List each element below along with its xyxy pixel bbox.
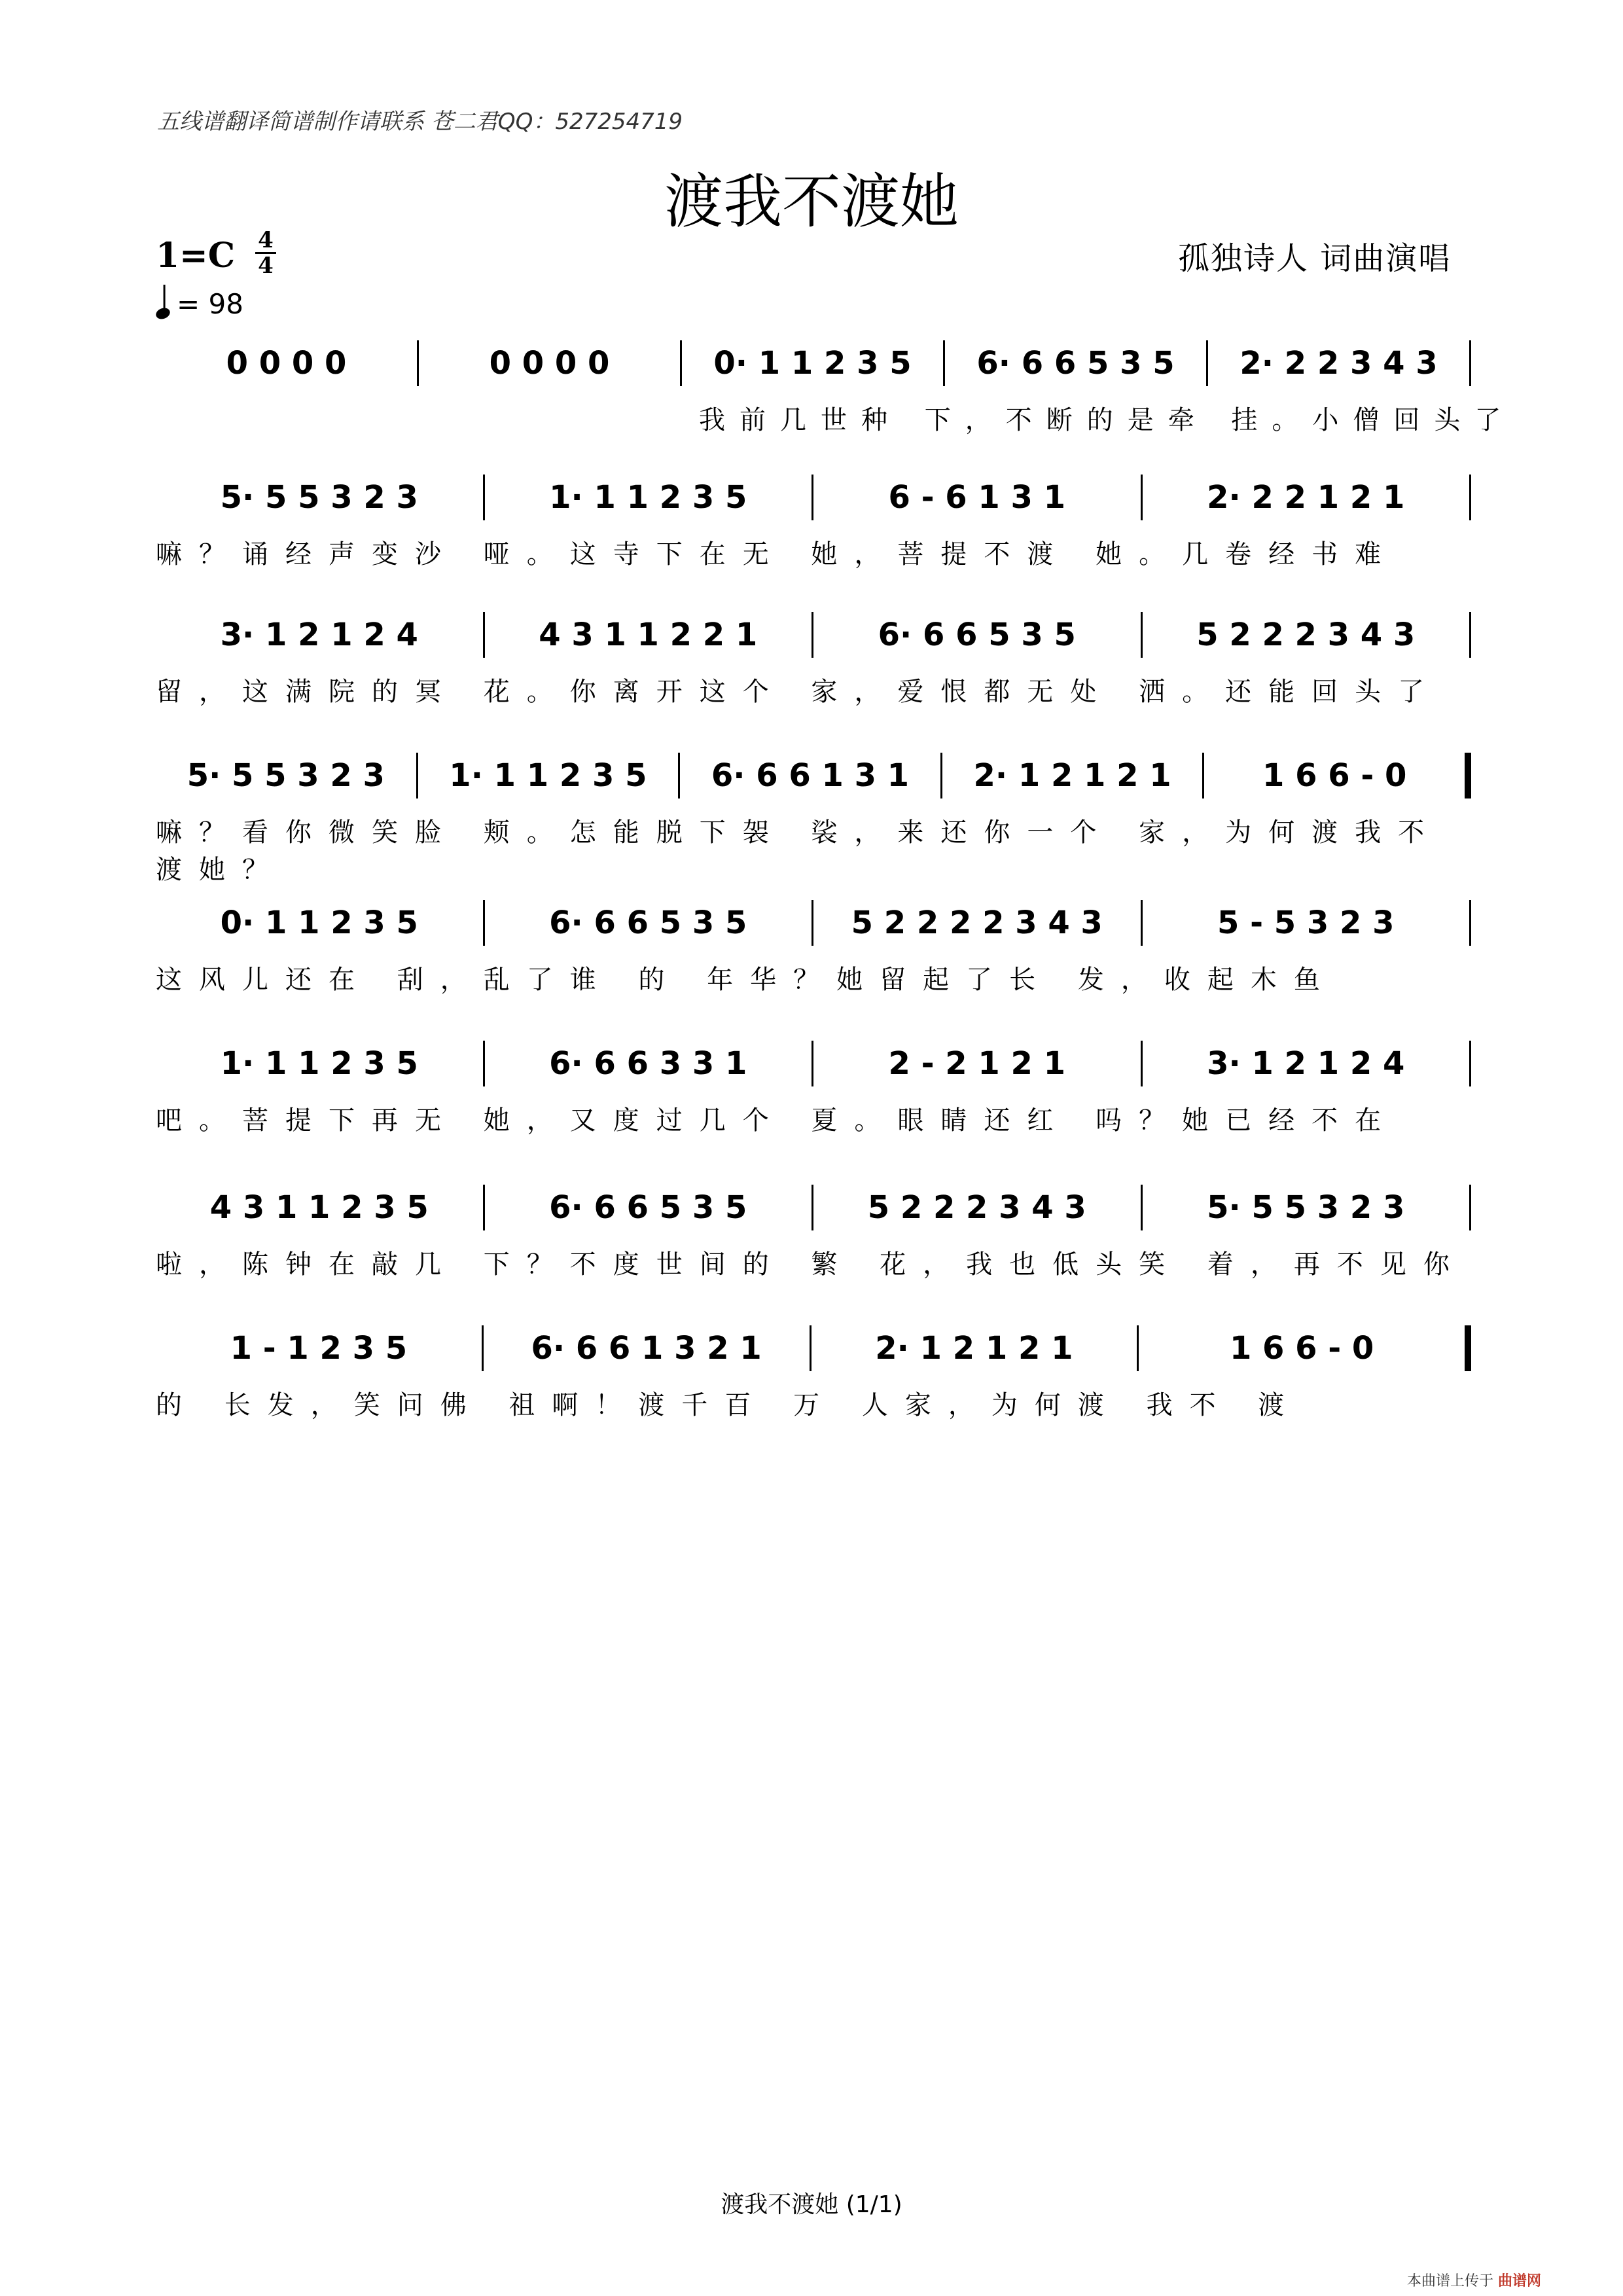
lyrics-row: 嘛？诵经声变沙 哑。这寺下在无 她，菩提不渡 她。几卷经书难 <box>156 539 1399 569</box>
measure: 0· 1 1 2 3 5 <box>220 905 418 941</box>
tempo-value: = 98 <box>177 288 243 320</box>
site-logo: 曲谱网 <box>1498 2273 1542 2289</box>
lyrics-row: 的 长发，笑问佛 祖啊！渡千百 万 人家，为何渡 我不 渡 <box>156 1390 1302 1420</box>
measure: 1· 1 1 2 3 5 <box>449 757 647 794</box>
measure: 3· 1 2 1 2 4 <box>1207 1045 1405 1082</box>
barline <box>1469 340 1471 386</box>
measure: 6· 6 6 5 3 5 <box>878 617 1076 653</box>
measure: 6· 6 6 1 3 1 <box>711 757 910 794</box>
measure: 2 - 2 1 2 1 <box>888 1045 1065 1082</box>
measure: 2· 1 2 1 2 1 <box>875 1330 1073 1367</box>
lyrics-row: 吧。菩提下再无 她，又度过几个 夏。眼睛还红 吗？她已经不在 <box>156 1105 1399 1136</box>
corner-watermark <box>1407 2270 1541 2290</box>
barline <box>1469 1041 1471 1086</box>
notes-row <box>156 893 1471 952</box>
measure: 2· 2 2 1 2 1 <box>1207 479 1405 516</box>
lyrics-row: 啦，陈钟在敲几 下？不度世间的 繁 花，我也低头笑 着，再不见你 <box>156 1249 1467 1280</box>
barline <box>1469 900 1471 946</box>
measure: 2· 1 2 1 2 1 <box>973 757 1171 794</box>
lyrics-row: 留，这满院的冥 花。你离开这个 家，爱恨都无处 洒。还能回头了 <box>156 677 1442 707</box>
measure: 0 0 0 0 <box>226 345 347 382</box>
lyrics-row: 我前几世种 下，不断的是牵 挂。小僧回头了 <box>699 405 1516 435</box>
measure: 1· 1 1 2 3 5 <box>220 1045 418 1082</box>
time-signature <box>253 229 279 277</box>
barline <box>1469 1185 1471 1230</box>
composer-credit: 孤独诗人 词曲演唱 <box>1178 240 1452 277</box>
notes-row <box>156 1034 1471 1093</box>
measure: 1 6 6 - 0 <box>1262 757 1407 794</box>
key-signature: 1=C <box>156 236 236 276</box>
measure: 4 3 1 1 2 3 5 <box>209 1189 429 1226</box>
measure: 5· 5 5 3 2 3 <box>1207 1189 1405 1226</box>
song-title: 渡我不渡她 <box>664 168 959 236</box>
barline <box>1465 753 1471 798</box>
measure: 6· 6 6 5 3 5 <box>976 345 1175 382</box>
measure: 6· 6 6 5 3 5 <box>549 905 747 941</box>
measure: 6· 6 6 1 3 2 1 <box>531 1330 762 1367</box>
measure: 3· 1 2 1 2 4 <box>220 617 418 653</box>
header-note: 五线谱翻译简谱制作请联系 苍二君QQ：527254719 <box>157 109 683 135</box>
measure: 6 - 6 1 3 1 <box>888 479 1065 516</box>
measure: 5 2 2 2 3 4 3 <box>1196 617 1416 653</box>
measure: 5· 5 5 3 2 3 <box>220 479 418 516</box>
measure: 1 6 6 - 0 <box>1229 1330 1374 1367</box>
measure: 5 2 2 2 2 3 4 3 <box>851 905 1103 941</box>
measure: 1· 1 1 2 3 5 <box>549 479 747 516</box>
measure: 6· 6 6 3 3 1 <box>549 1045 747 1082</box>
time-signature-bottom: 4 <box>258 253 274 279</box>
measure: 5 - 5 3 2 3 <box>1217 905 1395 941</box>
notes-row <box>156 334 1471 393</box>
notes-row <box>156 746 1471 805</box>
measure: 1 - 1 2 3 5 <box>230 1330 408 1367</box>
barline <box>1469 612 1471 658</box>
barline <box>1469 475 1471 520</box>
measure: 0 0 0 0 <box>489 345 610 382</box>
lyrics-row: 嘛？看你微笑脸 颊。怎能脱下袈 裟，来还你一个 家，为何渡我不 渡她？ <box>156 817 1442 885</box>
notes-row <box>156 468 1471 527</box>
lyrics-row: 这风儿还在 刮，乱了谁 的 年华？她留起了长 发，收起木鱼 <box>156 965 1337 995</box>
notes-row <box>156 1178 1471 1237</box>
measure: 0· 1 1 2 3 5 <box>713 345 912 382</box>
notes-row <box>156 605 1471 664</box>
time-signature-top: 4 <box>258 227 274 253</box>
measure: 6· 6 6 5 3 5 <box>549 1189 747 1226</box>
measure: 4 3 1 1 2 2 1 <box>539 617 758 653</box>
barline <box>1465 1325 1471 1371</box>
measure: 2· 2 2 3 4 3 <box>1240 345 1438 382</box>
tempo-mark <box>156 288 243 320</box>
corner-note: 本曲谱上传于 <box>1407 2273 1494 2289</box>
page-footer: 渡我不渡她 (1/1) <box>721 2191 902 2218</box>
quarter-note-icon <box>154 306 171 321</box>
measure: 5· 5 5 3 2 3 <box>187 757 385 794</box>
notes-row <box>156 1319 1471 1378</box>
measure: 5 2 2 2 3 4 3 <box>867 1189 1086 1226</box>
